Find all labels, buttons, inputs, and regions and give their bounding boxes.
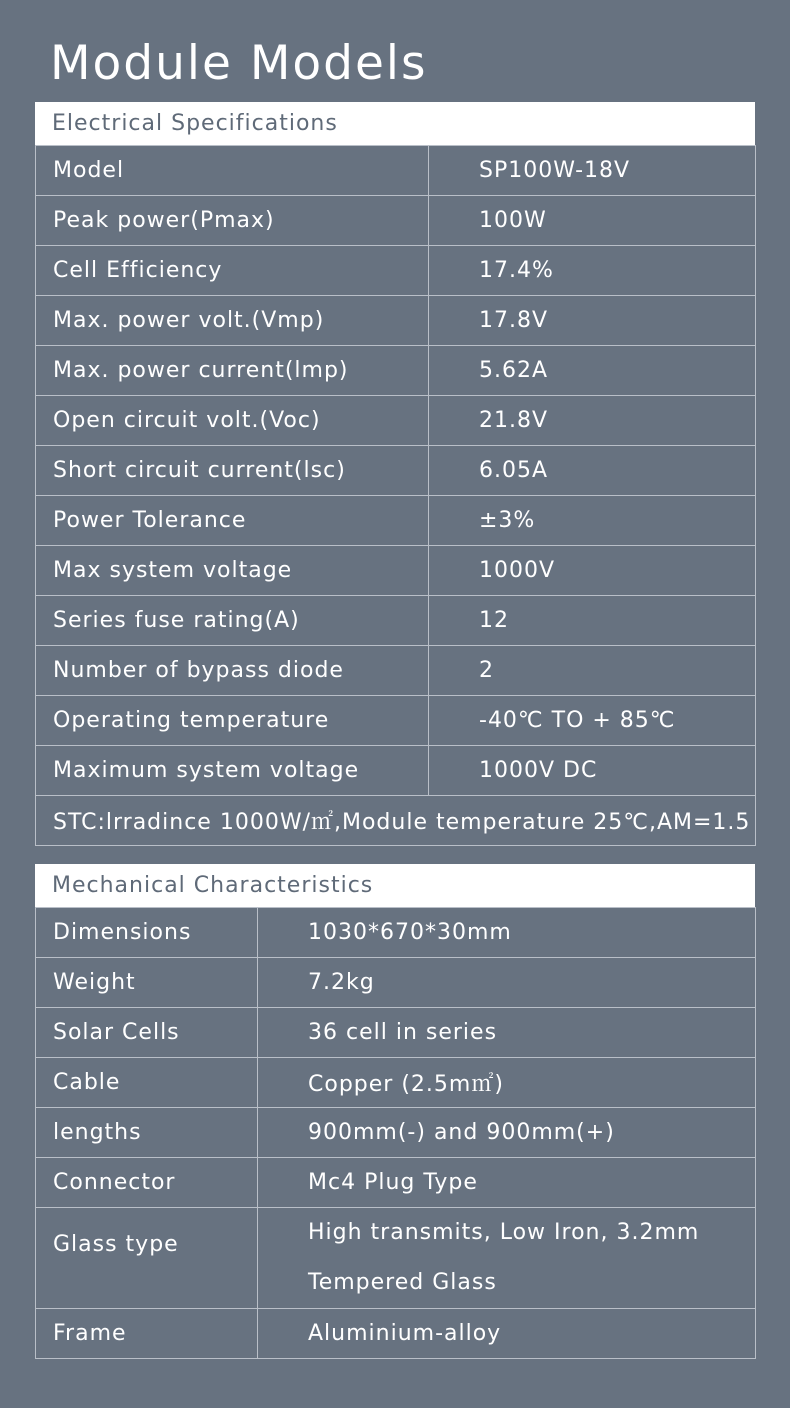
spec-value [258, 1208, 756, 1309]
spec-label: Max. power volt.(Vmp) [36, 296, 429, 346]
spec-value: 6.05A [429, 446, 756, 496]
mechanical-spec-table [35, 907, 756, 1359]
mechanical-characteristics-section [35, 864, 755, 1359]
spec-label: Weight [36, 958, 258, 1008]
page-title: Module Models [50, 36, 428, 91]
table-row [36, 596, 756, 646]
spec-value: 100W [429, 196, 756, 246]
spec-value: 21.8V [429, 396, 756, 446]
electrical-specifications-section [35, 102, 755, 846]
spec-label: Connector [36, 1158, 258, 1208]
table-row [36, 746, 756, 796]
table-row [36, 146, 756, 196]
spec-label: Cell Efficiency [36, 246, 429, 296]
table-row [36, 646, 756, 696]
spec-value: SP100W-18V [429, 146, 756, 196]
spec-value: ±3% [429, 496, 756, 546]
table-row [36, 1158, 756, 1208]
spec-label: Dimensions [36, 908, 258, 958]
table-row [36, 1008, 756, 1058]
table-row [36, 1309, 756, 1359]
table-row [36, 1208, 756, 1309]
spec-label: Open circuit volt.(Voc) [36, 396, 429, 446]
spec-label: Frame [36, 1309, 258, 1359]
table-row [36, 696, 756, 746]
spec-value-line: Tempered Glass [308, 1270, 497, 1295]
spec-value: 17.8V [429, 296, 756, 346]
spec-label: Number of bypass diode [36, 646, 429, 696]
spec-label: Series fuse rating(A) [36, 596, 429, 646]
table-row [36, 1058, 756, 1108]
stc-note: STC:lrradince 1000W/㎡,Module temperature 25℃,AM=1.5 [36, 796, 756, 846]
table-row [36, 546, 756, 596]
spec-value: Copper (2.5m㎡) [258, 1058, 756, 1108]
table-row [36, 796, 756, 846]
table-row [36, 296, 756, 346]
spec-label: Peak power(Pmax) [36, 196, 429, 246]
spec-label: Cable [36, 1058, 258, 1108]
spec-value: 1030*670*30mm [258, 908, 756, 958]
table-row [36, 446, 756, 496]
table-row [36, 1108, 756, 1158]
spec-value: 36 cell in series [258, 1008, 756, 1058]
electrical-spec-table [35, 145, 756, 846]
table-row [36, 346, 756, 396]
table-row [36, 496, 756, 546]
spec-label: Solar Cells [36, 1008, 258, 1058]
spec-value: 17.4% [429, 246, 756, 296]
table-row [36, 958, 756, 1008]
spec-value: -40℃ TO + 85℃ [429, 696, 756, 746]
spec-value: 7.2kg [258, 958, 756, 1008]
spec-label: Short circuit current(lsc) [36, 446, 429, 496]
spec-label: Operating temperature [36, 696, 429, 746]
table-row [36, 908, 756, 958]
spec-label: Glass type [36, 1208, 258, 1309]
electrical-section-header: Electrical Specifications [35, 102, 755, 145]
spec-label: lengths [36, 1108, 258, 1158]
spec-value: 1000V DC [429, 746, 756, 796]
spec-label: Model [36, 146, 429, 196]
spec-value: 1000V [429, 546, 756, 596]
spec-value-line: High transmits, Low Iron, 3.2mm [308, 1220, 700, 1245]
spec-label: Max. power current(lmp) [36, 346, 429, 396]
spec-label: Maximum system voltage [36, 746, 429, 796]
spec-value: 900mm(-) and 900mm(+) [258, 1108, 756, 1158]
table-row [36, 196, 756, 246]
spec-value: Mc4 Plug Type [258, 1158, 756, 1208]
spec-value: 12 [429, 596, 756, 646]
spec-label: Max system voltage [36, 546, 429, 596]
table-row [36, 396, 756, 446]
mechanical-section-header: Mechanical Characteristics [35, 864, 755, 907]
spec-value: Aluminium-alloy [258, 1309, 756, 1359]
spec-label: Power Tolerance [36, 496, 429, 546]
spec-value: 5.62A [429, 346, 756, 396]
spec-value: 2 [429, 646, 756, 696]
table-row [36, 246, 756, 296]
